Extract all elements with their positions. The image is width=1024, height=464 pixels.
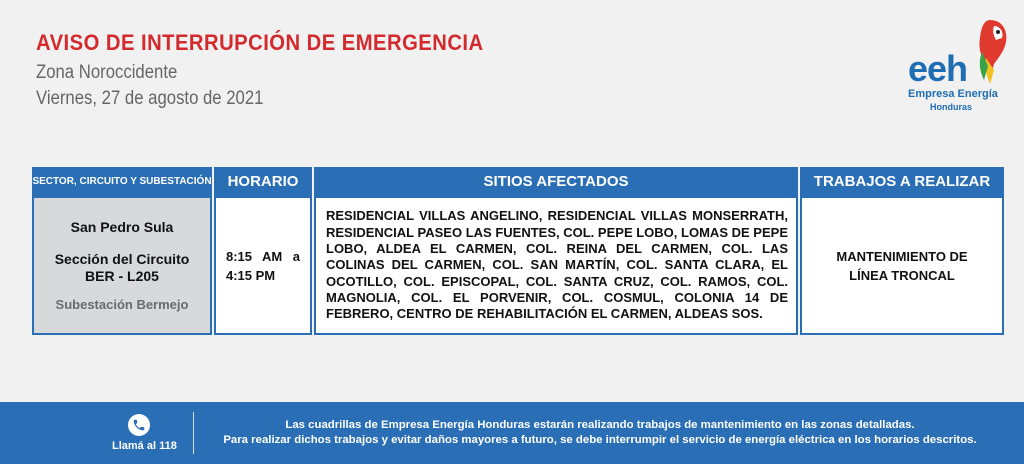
logo-wordmark: eeh [908, 48, 968, 89]
macaw-icon [972, 18, 1008, 88]
header-horario: HORARIO [214, 167, 312, 196]
outage-table [30, 167, 1006, 335]
sector-cell [32, 196, 212, 335]
zone-label: Zona Noroccidente [36, 62, 178, 83]
circuit-line2: BER - L205 [85, 268, 159, 284]
call-label[interactable]: Llamá al 118 [112, 440, 177, 452]
table-header-row [32, 167, 1004, 196]
footer-message [200, 418, 1000, 448]
header-sector: SECTOR, CIRCUITO Y SUBESTACIÓN [32, 167, 212, 196]
footer-banner [0, 402, 1024, 464]
logo-line1: Empresa Energía [908, 88, 998, 100]
date-label: Viernes, 27 de agosto de 2021 [36, 88, 264, 109]
header-sitios: SITIOS AFECTADOS [314, 167, 798, 196]
horario-cell: 8:15 AM a 4:15 PM [214, 196, 312, 335]
circuit-label [34, 251, 210, 285]
trabajos-line1: MANTENIMIENTO DE [836, 248, 968, 264]
page-title: AVISO DE INTERRUPCIÓN DE EMERGENCIA [36, 30, 484, 55]
eeh-logo [900, 18, 1004, 110]
footer-line2: Para realizar dichos trabajos y evitar daños mayores a futuro, se debe interrumpir el servicio de energía eléctrica en los horarios descritos. [223, 434, 977, 446]
header-trabajos: TRABAJOS A REALIZAR [800, 167, 1004, 196]
circuit-line1: Sección del Circuito [54, 251, 190, 267]
phone-icon[interactable] [128, 414, 150, 436]
logo-line2: Honduras [930, 102, 973, 112]
sitios-cell: RESIDENCIAL VILLAS ANGELINO, RESIDENCIAL VILLAS MONSERRATH, RESIDENCIAL PASEO LAS FUENTES, COL. PEPE LOBO, LOMAS DE PEPE LOBO, ALDEA EL CARMEN, COL. REINA DEL CARMEN, COL. LAS COLINAS DEL CARMEN, COL. SAN MARTÍN, COL. SANTA CLARA, EL OCOTILLO, COL. EPISCOPAL, COL. SANTA CRUZ, COL. RAMOS, COL. MAGNOLIA, COL. EL PORVENIR, COL. COSMUL, COLONIA 14 DE FEBRERO, CENTRO DE REHABILITACIÓN EL CARMEN, ALDEAS SOS. [314, 196, 798, 335]
footer-divider [193, 412, 194, 454]
city-label: San Pedro Sula [70, 219, 174, 235]
table-row [32, 196, 1004, 335]
trabajos-cell [800, 196, 1004, 335]
substation-label: Subestación Bermejo [55, 297, 189, 312]
footer-line1: Las cuadrillas de Empresa Energía Honduras estarán realizando trabajos de mantenimiento en las zonas detalladas. [285, 419, 915, 431]
header [36, 30, 522, 110]
trabajos-line2: LÍNEA TRONCAL [849, 267, 955, 283]
